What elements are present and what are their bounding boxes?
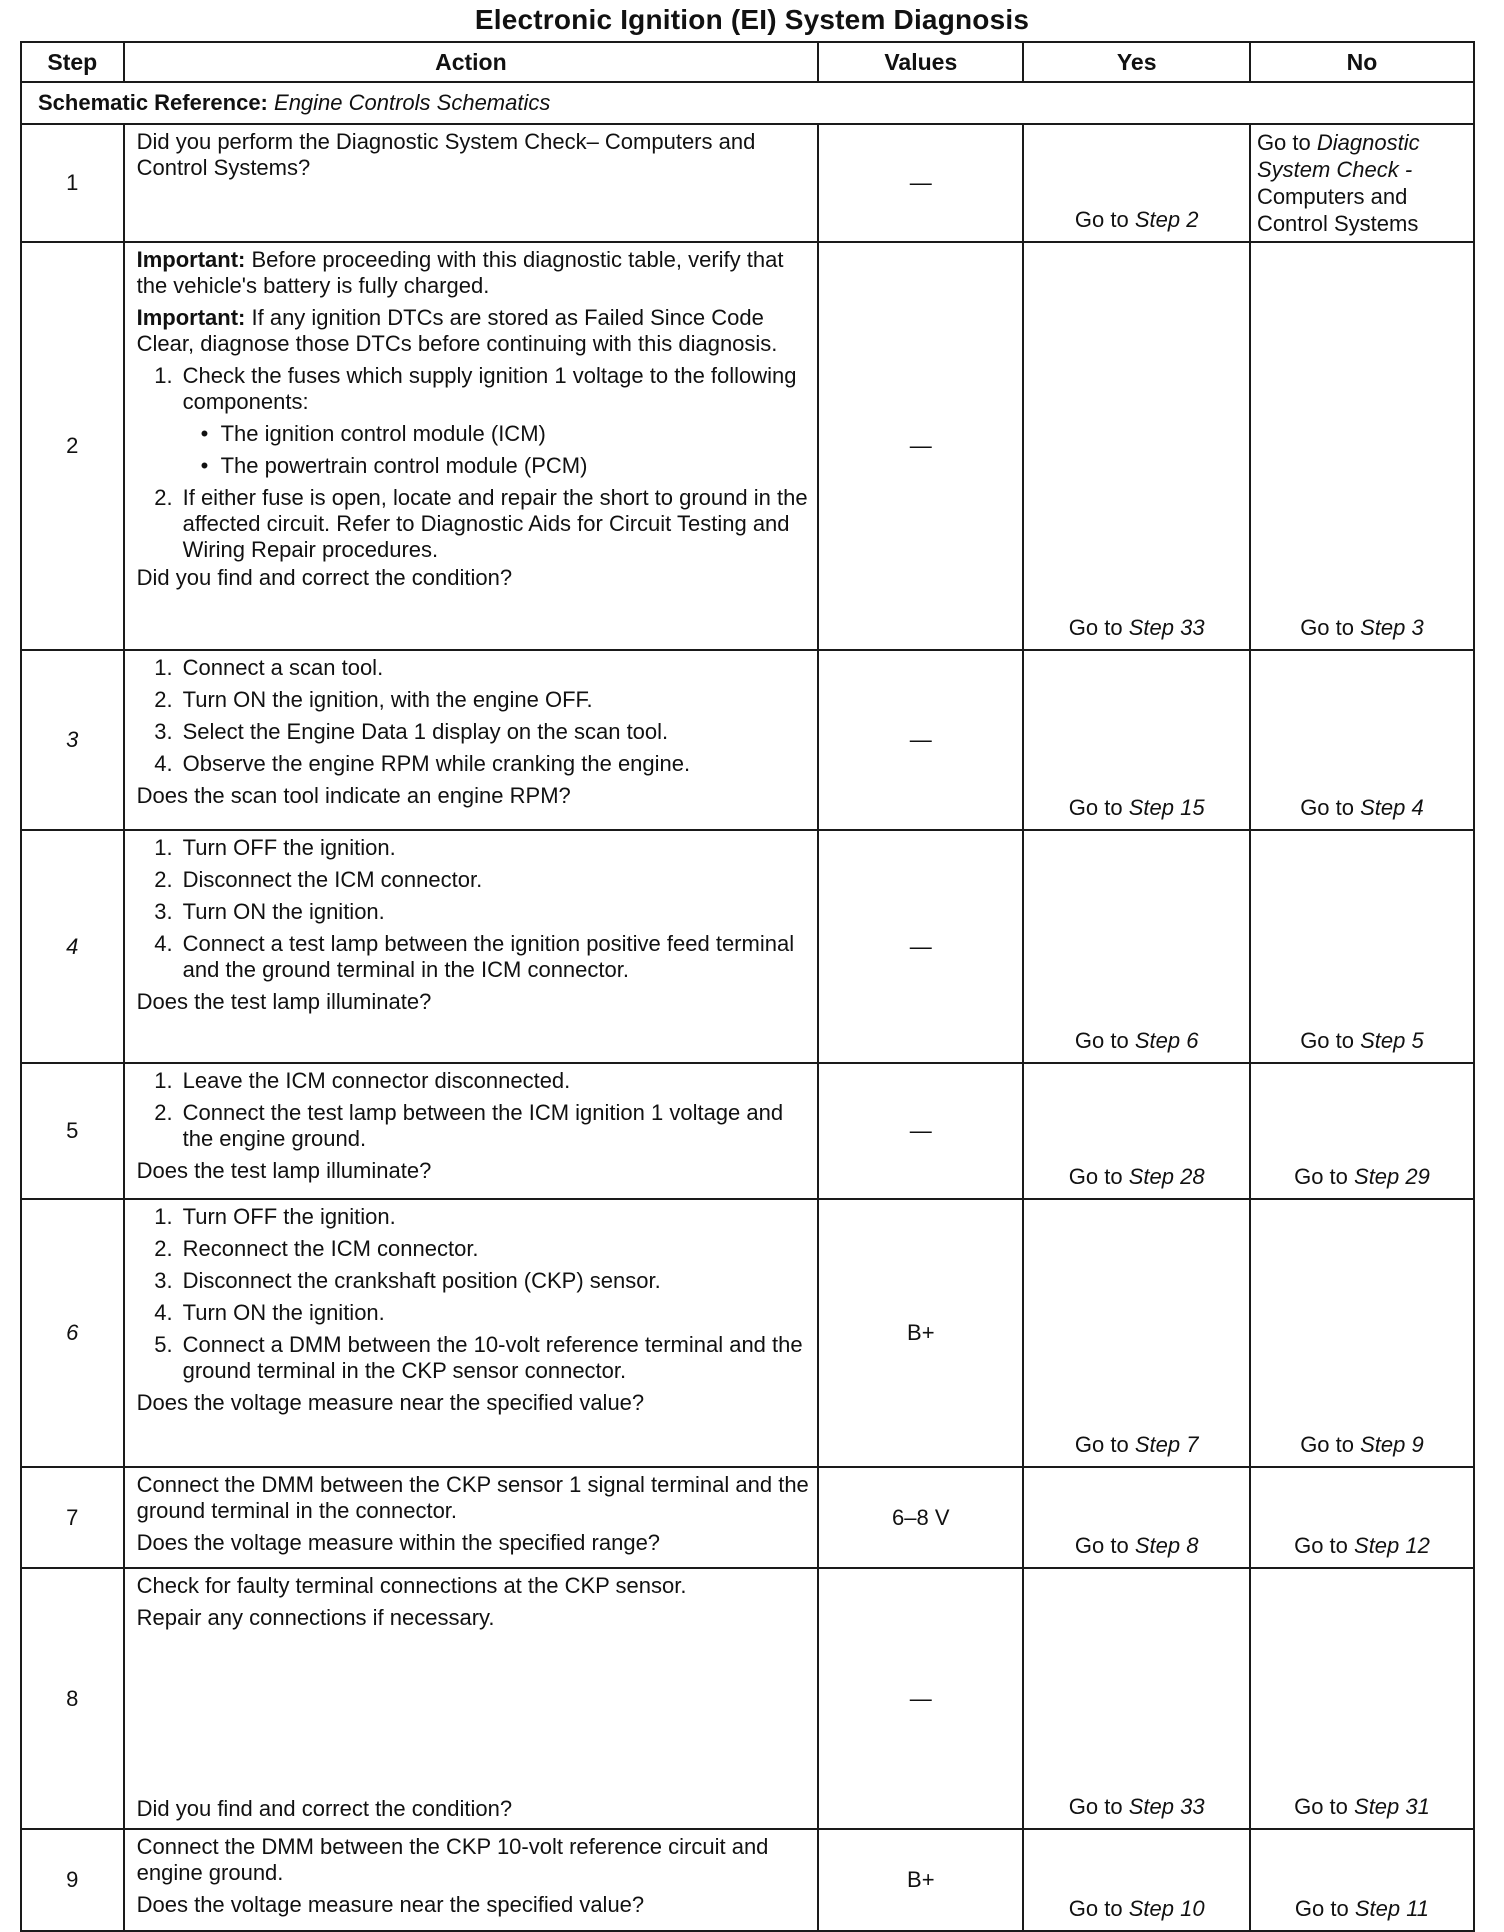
step-number: 5 <box>21 1063 124 1199</box>
no-step-link: Step 4 <box>1360 795 1424 820</box>
no-step-link: Step 3 <box>1360 615 1424 640</box>
header-action: Action <box>124 42 819 82</box>
no-cell <box>1250 1199 1474 1467</box>
table-row <box>21 124 1474 242</box>
list-item: 4. Turn ON the ignition. <box>137 1300 810 1326</box>
table-row <box>21 1063 1474 1199</box>
yes-step-link: Step 15 <box>1128 795 1205 820</box>
schematic-ref: Engine Controls Schematics <box>274 90 551 115</box>
important-note <box>137 305 810 357</box>
list-item-text: Connect the test lamp between the ICM ignition 1 voltage and the engine ground. <box>182 1100 784 1151</box>
yes-step-link: Step 2 <box>1134 207 1199 232</box>
no-step-link: Step 29 <box>1354 1164 1430 1189</box>
no-step-link: Step 5 <box>1360 1028 1424 1053</box>
table-row <box>21 1199 1474 1467</box>
list-item: 1. Check the fuses which supply ignition 1 voltage to the following components: <box>137 363 810 415</box>
header-values: Values <box>818 42 1023 82</box>
list-item-text: Turn ON the ignition. <box>182 899 385 924</box>
yes-cell <box>1023 1063 1250 1199</box>
no-cell <box>1250 1063 1474 1199</box>
list-item-text: Select the Engine Data 1 display on the scan tool. <box>182 719 669 744</box>
list-item-text: Observe the engine RPM while cranking the engine. <box>182 751 691 776</box>
no-step-link: Step 11 <box>1354 1896 1430 1921</box>
important-text: If any ignition DTCs are stored as Failed Since Code Clear, diagnose those DTCs before continuing with this diagnosis. <box>136 305 778 356</box>
list-item-text: Turn ON the ignition. <box>182 1300 385 1325</box>
yes-step-link: Step 10 <box>1128 1896 1205 1921</box>
list-item-text: Connect a DMM between the 10-volt reference terminal and the ground terminal in the CKP sensor connector. <box>182 1332 803 1383</box>
no-step-link: Step 9 <box>1360 1432 1424 1457</box>
list-item: 1. Turn OFF the ignition. <box>137 1204 810 1230</box>
header-yes: Yes <box>1023 42 1250 82</box>
important-label: Important: <box>136 247 246 272</box>
action-cell <box>124 242 819 650</box>
go-to-label: Go to <box>1068 1794 1123 1819</box>
step-number: 1 <box>21 124 124 242</box>
value-cell: B+ <box>818 1199 1023 1467</box>
yes-cell <box>1023 650 1250 830</box>
step-number: 3 <box>21 650 124 830</box>
no-step-link: Step 12 <box>1354 1533 1430 1558</box>
go-to-label: Go to <box>1074 1533 1129 1558</box>
bullet-text: The ignition control module (ICM) <box>220 421 546 446</box>
yes-cell <box>1023 124 1250 242</box>
yes-cell <box>1023 242 1250 650</box>
list-item-text: Disconnect the crankshaft position (CKP) sensor. <box>182 1268 661 1293</box>
go-to-label: Go to <box>1294 1896 1349 1921</box>
list-item-text: Turn OFF the ignition. <box>182 835 396 860</box>
go-to-label: Go to <box>1068 615 1123 640</box>
question-text: Does the scan tool indicate an engine RPM? <box>136 783 571 808</box>
action-cell <box>124 1829 819 1931</box>
list-item: 2. Disconnect the ICM connector. <box>137 867 810 893</box>
question-text: Does the test lamp illuminate? <box>136 1158 432 1183</box>
list-item-text: Leave the ICM connector disconnected. <box>182 1068 571 1093</box>
action-cell <box>124 124 819 242</box>
table-row <box>21 1829 1474 1931</box>
question-text: Does the voltage measure near the specified value? <box>136 1892 645 1917</box>
go-to-label: Go to <box>1300 795 1354 820</box>
action-cell <box>124 1568 819 1829</box>
action-text: Did you perform the Diagnostic System Check– Computers and Control Systems? <box>136 129 756 180</box>
table-row <box>21 830 1474 1063</box>
step-number: 6 <box>21 1199 124 1467</box>
bullet-item: • The ignition control module (ICM) <box>200 421 546 446</box>
list-item-text: Turn OFF the ignition. <box>182 1204 396 1229</box>
yes-step-link: Step 33 <box>1128 1794 1205 1819</box>
no-cell <box>1250 830 1474 1063</box>
table-row <box>21 242 1474 650</box>
page-title: Electronic Ignition (EI) System Diagnosis <box>474 4 1030 35</box>
schematic-label: Schematic Reference: <box>38 90 268 115</box>
list-item: 1. Turn OFF the ignition. <box>137 835 810 861</box>
action-text: Connect the DMM between the CKP sensor 1 signal terminal and the ground terminal in the connector. <box>136 1472 809 1523</box>
header-no: No <box>1250 42 1474 82</box>
go-to-label: Go to <box>1300 1432 1354 1457</box>
yes-step-link: Step 33 <box>1128 615 1205 640</box>
question-text: Did you find and correct the condition? <box>136 565 513 590</box>
value-cell: — <box>818 242 1023 650</box>
yes-cell <box>1023 830 1250 1063</box>
value-cell: — <box>818 650 1023 830</box>
list-item-text: Connect a test lamp between the ignition positive feed terminal and the ground terminal in the ICM connector. <box>182 931 795 982</box>
action-cell <box>124 1063 819 1199</box>
no-cell <box>1250 1467 1474 1568</box>
action-text: Connect the DMM between the CKP 10-volt reference circuit and engine ground. <box>136 1834 769 1885</box>
list-item: 2. If either fuse is open, locate and repair the short to ground in the affected circuit. Refer to Diagnostic Aids for Circuit Testing and Wiring Repair procedures. <box>154 485 808 562</box>
schematic-reference-row <box>21 82 1474 124</box>
diagnosis-table <box>20 41 1475 1932</box>
step-number: 4 <box>21 830 124 1063</box>
table-row <box>21 1568 1474 1829</box>
schematic-reference <box>21 82 1474 124</box>
list-item-text: Check the fuses which supply ignition 1 voltage to the following components: <box>182 363 797 414</box>
value-cell: — <box>818 1568 1023 1829</box>
header-row <box>21 42 1474 82</box>
question-text: Does the voltage measure near the specified value? <box>136 1390 645 1415</box>
question-text: Does the test lamp illuminate? <box>136 989 432 1014</box>
no-cell <box>1250 1568 1474 1829</box>
no-cell <box>1250 1829 1474 1931</box>
list-item: 1. Leave the ICM connector disconnected. <box>137 1068 810 1094</box>
list-item: 3. Disconnect the crankshaft position (CKP) sensor. <box>137 1268 810 1294</box>
action-cell <box>124 650 819 830</box>
table-row <box>21 650 1474 830</box>
go-to-label: Go to <box>1300 1028 1354 1053</box>
go-to-label: Go to <box>1068 795 1123 820</box>
go-to-label: Go to <box>1068 1896 1123 1921</box>
yes-cell <box>1023 1199 1250 1467</box>
bullet-text: The powertrain control module (PCM) <box>220 453 588 478</box>
go-to-label: Go to <box>1294 1164 1348 1189</box>
no-step-link: Step 31 <box>1354 1794 1430 1819</box>
list-item: 2. Reconnect the ICM connector. <box>137 1236 810 1262</box>
yes-step-link: Step 8 <box>1134 1533 1199 1558</box>
go-to-label: Go to <box>1256 130 1311 155</box>
important-label: Important: <box>136 305 246 330</box>
step-number: 9 <box>21 1829 124 1931</box>
action-text: Repair any connections if necessary. <box>136 1605 495 1630</box>
header-step: Step <box>21 42 124 82</box>
step-number: 7 <box>21 1467 124 1568</box>
action-cell <box>124 830 819 1063</box>
no-cell <box>1250 650 1474 830</box>
list-item: 2. Connect the test lamp between the ICM ignition 1 voltage and the engine ground. <box>137 1100 810 1152</box>
yes-cell <box>1023 1467 1250 1568</box>
list-item: 2. Turn ON the ignition, with the engine OFF. <box>137 687 810 713</box>
list-item-text: Disconnect the ICM connector. <box>182 867 483 892</box>
important-note <box>137 247 810 299</box>
yes-cell <box>1023 1568 1250 1829</box>
no-step-text: Computers and Control Systems <box>1256 184 1419 236</box>
go-to-label: Go to <box>1300 615 1354 640</box>
yes-step-link: Step 7 <box>1134 1432 1199 1457</box>
list-item: 3. Select the Engine Data 1 display on the scan tool. <box>137 719 810 745</box>
list-item-text: Reconnect the ICM connector. <box>182 1236 479 1261</box>
important-text: Before proceeding with this diagnostic table, verify that the vehicle's battery is fully charged. <box>136 247 784 298</box>
list-item: 1. Connect a scan tool. <box>137 655 810 681</box>
list-item-text: If either fuse is open, locate and repair the short to ground in the affected circuit. Refer to Diagnostic Aids for Circuit Testing and Wiring Repair procedures. <box>182 485 808 562</box>
list-item-text: Connect a scan tool. <box>182 655 384 680</box>
list-item: 4. Connect a test lamp between the ignition positive feed terminal and the ground terminal in the ICM connector. <box>137 931 810 983</box>
no-step-link: Diagnostic System Check - <box>1256 130 1420 182</box>
action-cell <box>124 1467 819 1568</box>
action-cell <box>124 1199 819 1467</box>
list-item: 4. Observe the engine RPM while cranking the engine. <box>137 751 810 777</box>
value-cell: — <box>818 124 1023 242</box>
go-to-label: Go to <box>1294 1533 1348 1558</box>
table-row <box>21 1467 1474 1568</box>
step-number: 8 <box>21 1568 124 1829</box>
go-to-label: Go to <box>1074 1432 1129 1457</box>
yes-step-link: Step 28 <box>1128 1164 1205 1189</box>
go-to-label: Go to <box>1074 1028 1129 1053</box>
question-text: Did you find and correct the condition? <box>136 1796 513 1821</box>
step-number: 2 <box>21 242 124 650</box>
value-cell: — <box>818 830 1023 1063</box>
question-text: Does the voltage measure within the specified range? <box>136 1530 661 1555</box>
go-to-label: Go to <box>1294 1794 1348 1819</box>
list-item-text: Turn ON the ignition, with the engine OFF. <box>182 687 593 712</box>
value-cell: B+ <box>818 1829 1023 1931</box>
value-cell: 6–8 V <box>818 1467 1023 1568</box>
no-cell <box>1250 124 1474 242</box>
list-item: 5. Connect a DMM between the 10-volt reference terminal and the ground terminal in the CKP sensor connector. <box>137 1332 810 1384</box>
bullet-item: • The powertrain control module (PCM) <box>200 453 588 478</box>
list-item: 3. Turn ON the ignition. <box>137 899 810 925</box>
action-text: Check for faulty terminal connections at the CKP sensor. <box>136 1573 687 1598</box>
yes-step-link: Step 6 <box>1134 1028 1199 1053</box>
go-to-label: Go to <box>1068 1164 1123 1189</box>
value-cell: — <box>818 1063 1023 1199</box>
no-cell <box>1250 242 1474 650</box>
go-to-label: Go to <box>1074 207 1129 232</box>
yes-cell <box>1023 1829 1250 1931</box>
